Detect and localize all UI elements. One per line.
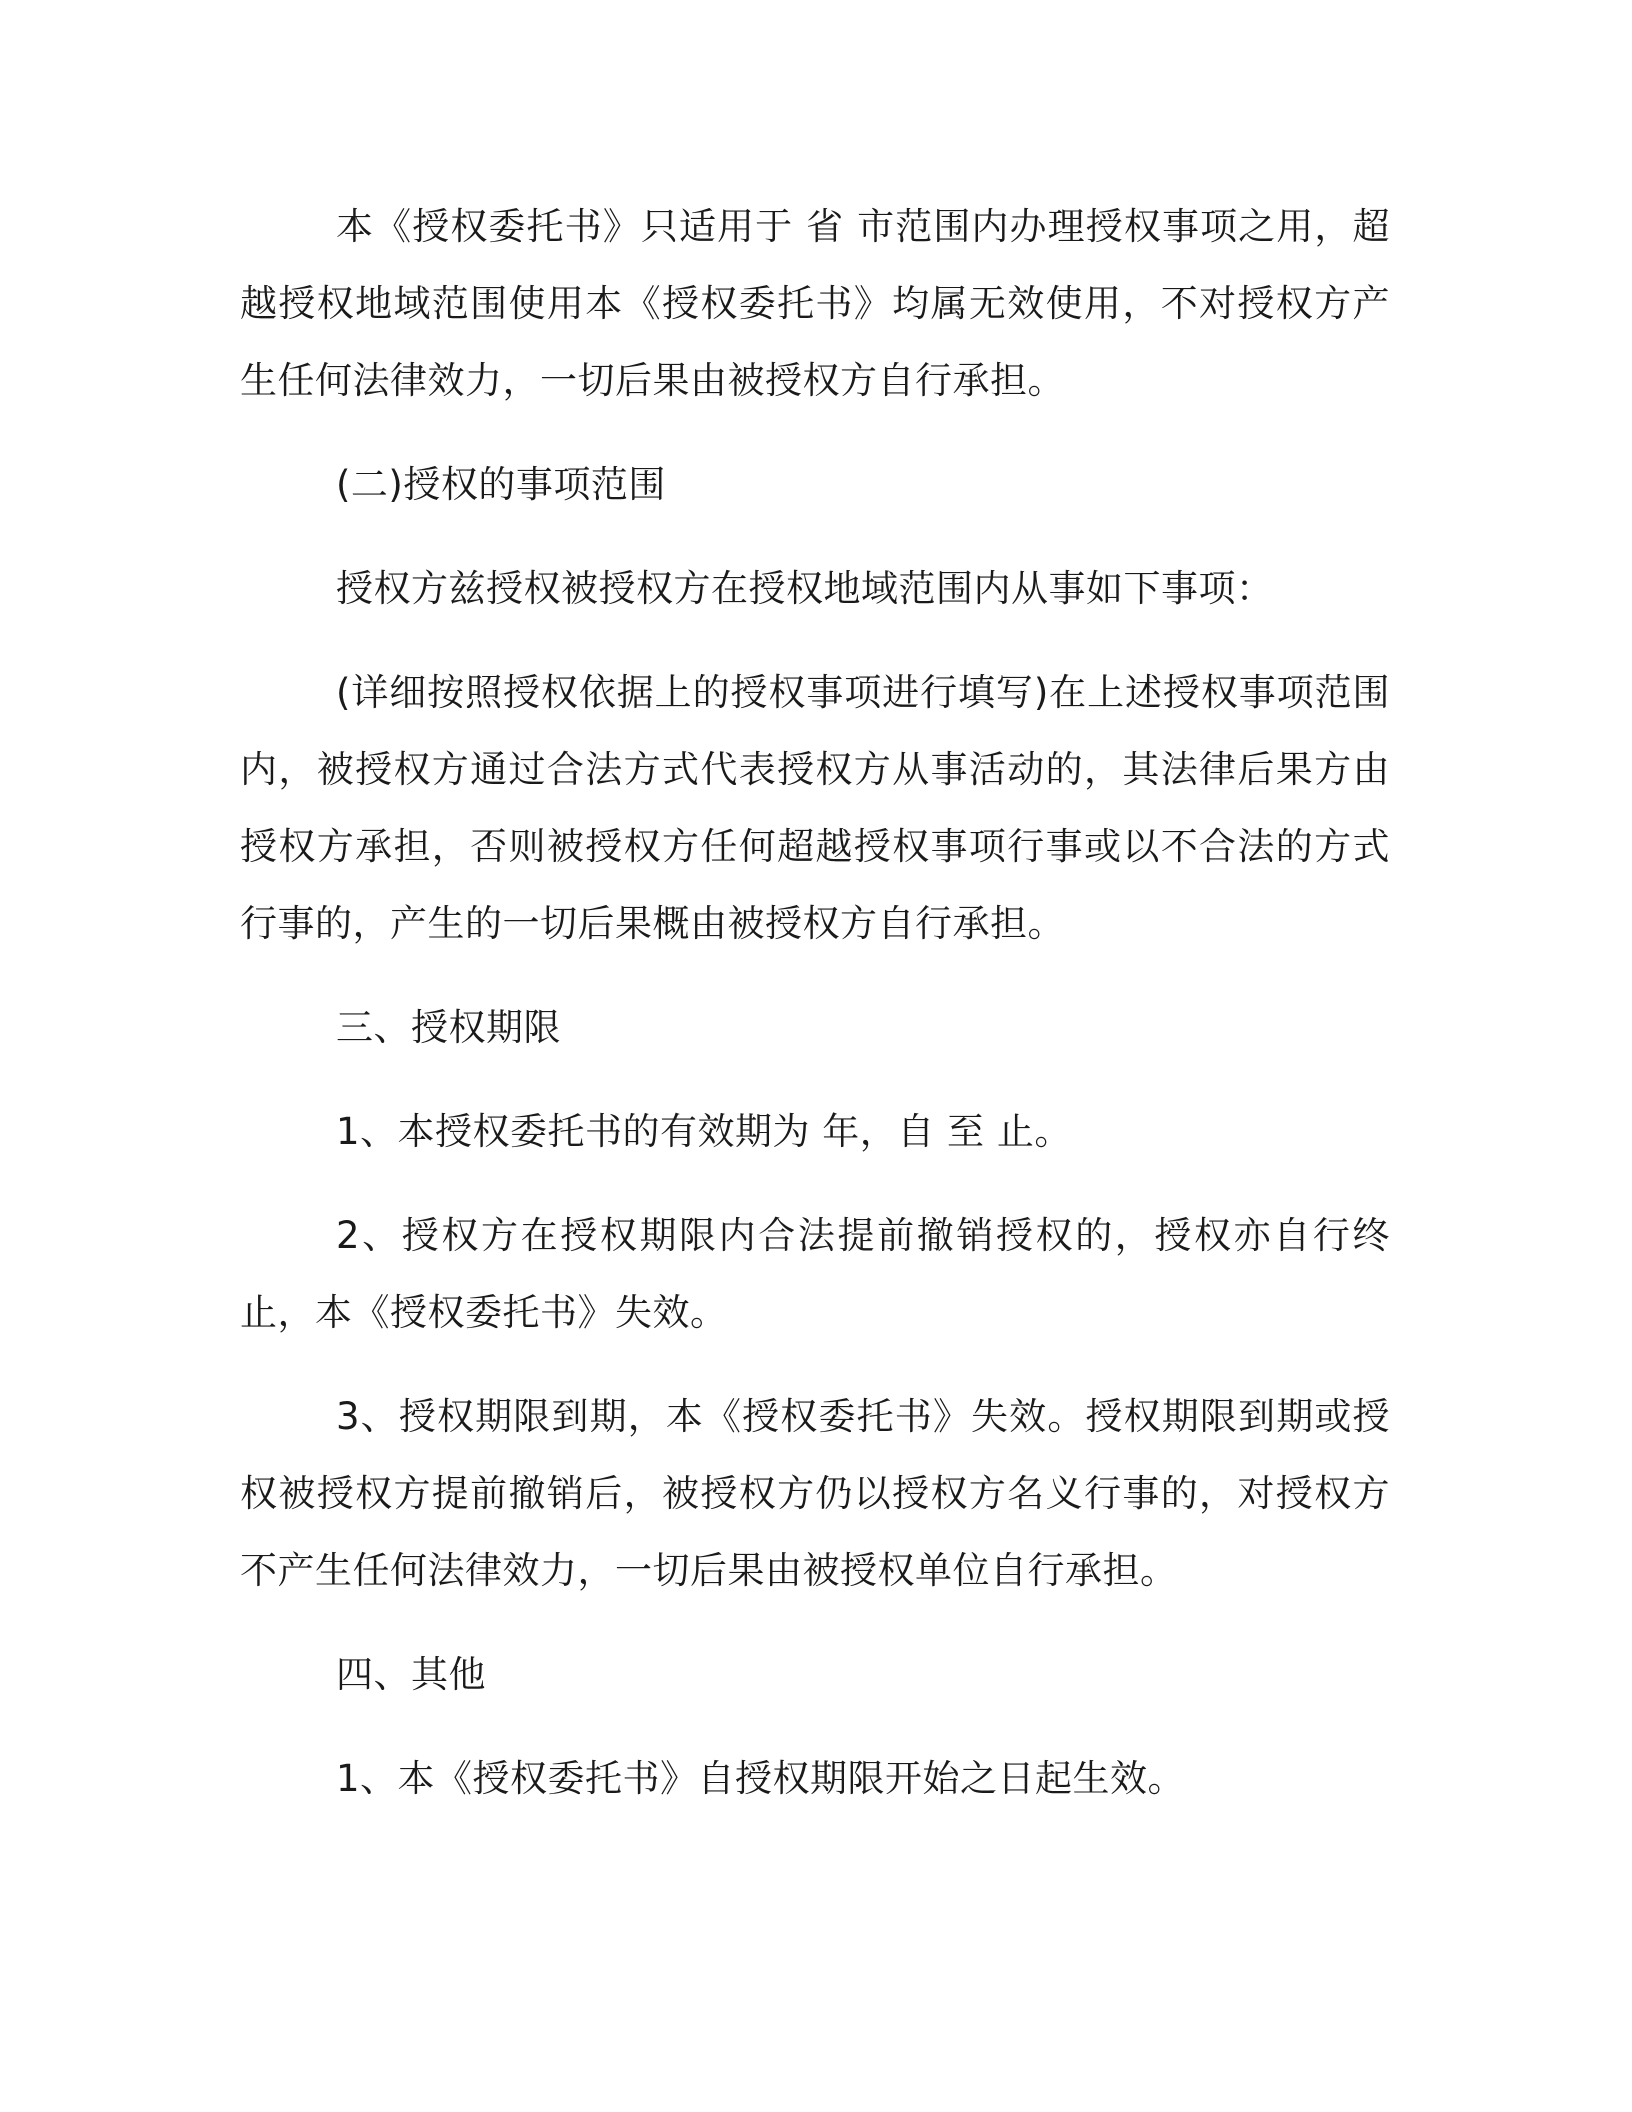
paragraph-expiry: 3、授权期限到期，本《授权委托书》失效。授权期限到期或授权被授权方提前撤销后，被授权方仍以授权方名义行事的，对授权方不产生任何法律效力，一切后果由被授权单位自行承担。 (240, 1395, 1390, 1592)
heading-other: 四、其他 (336, 1653, 486, 1696)
paragraph-authorization-grant: 授权方兹授权被授权方在授权地域范围内从事如下事项： (336, 567, 1274, 610)
paragraph-validity-period: 1、本授权委托书的有效期为 年，自 至 止。 (336, 1110, 1072, 1153)
heading-authorization-period: 三、授权期限 (336, 1006, 561, 1049)
document-body (240, 188, 1390, 1817)
paragraph-territory-scope: 本《授权委托书》只适用于 省 市范围内办理授权事项之用，超越授权地域范围使用本《授权委托书》均属无效使用，不对授权方产生任何法律效力，一切后果由被授权方自行承担。 (240, 205, 1390, 402)
paragraph-early-revocation: 2、授权方在授权期限内合法提前撤销授权的，授权亦自行终止，本《授权委托书》失效。 (240, 1214, 1390, 1334)
heading-authorization-matters: (二)授权的事项范围 (336, 463, 666, 506)
paragraph-effective-date: 1、本《授权委托书》自授权期限开始之日起生效。 (336, 1757, 1186, 1800)
paragraph-authorization-details: (详细按照授权依据上的授权事项进行填写)在上述授权事项范围内，被授权方通过合法方式代表授权方从事活动的，其法律后果方由授权方承担，否则被授权方任何超越授权事项行事或以不合法的方式行事的，产生的一切后果概由被授权方自行承担。 (240, 671, 1390, 945)
